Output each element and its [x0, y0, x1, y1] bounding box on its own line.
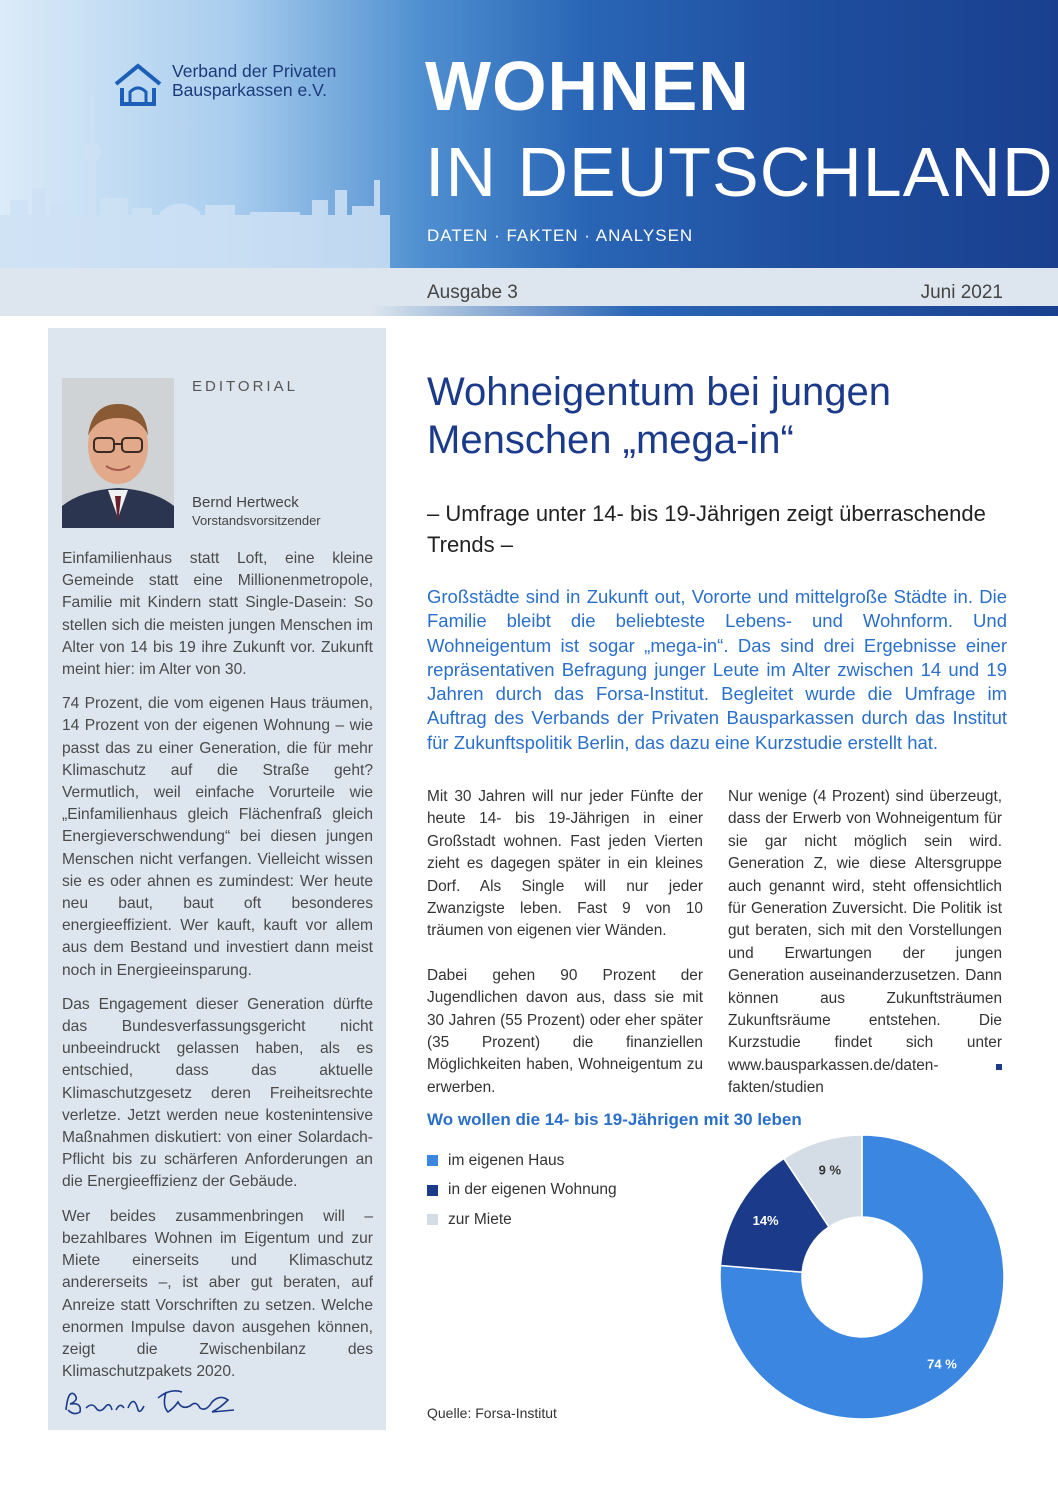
- author-name: Bernd Hertweck: [192, 494, 299, 511]
- legend-item: [427, 1205, 617, 1235]
- title-line1: WOHNEN: [425, 47, 750, 125]
- legend-item: [427, 1146, 617, 1176]
- issue-number: Ausgabe 3: [427, 282, 518, 303]
- issue-bar: [0, 268, 1058, 316]
- legend-swatch: [427, 1214, 438, 1225]
- author-role: Vorstandsvorsitzender: [192, 513, 321, 528]
- house-logo-icon: [112, 62, 164, 108]
- issue-date: Juni 2021: [920, 282, 1003, 303]
- slice-label: 14%: [752, 1212, 779, 1228]
- legend-label: zur Miete: [448, 1210, 512, 1228]
- article-end-mark: [996, 1064, 1002, 1070]
- slice-label: 74 %: [927, 1356, 957, 1372]
- title-line2: IN DEUTSCHLAND: [425, 133, 1054, 211]
- article-subhead: – Umfrage unter 14- bis 19-Jährigen zeigt überraschende Trends –: [427, 501, 986, 557]
- chart-title: Wo wollen die 14- bis 19-Jährigen mit 30 leben: [427, 1110, 802, 1129]
- masthead-subtitle: DATEN · FAKTEN · ANALYSEN: [427, 226, 694, 245]
- article-column-2: [728, 786, 1002, 1122]
- editorial-paragraph: 74 Prozent, die vom eigenen Haus träumen, 14 Prozent von der eigenen Wohnung – wie passt das zu einer Generation, die für mehr Klimaschutz auf die Straße geht? Vermutlich, weil einfache Vorurteile wie „Einfamilienhaus gleich Flächenfraß gleich Energieverschwendung“ bei diesen jungen Menschen nicht verfangen. Vielleicht wissen sie es oder ahnen es zumindest: Wer heute neu baut, baut oft besonderes energieeffizient. Wer kauft, kauft vor allem aus dem Bestand und investiert dann meist noch in Energieeinsparung.: [62, 695, 373, 979]
- legend-label: in der eigenen Wohnung: [448, 1181, 617, 1199]
- editorial-paragraph: Einfamilienhaus statt Loft, eine kleine Gemeinde statt eine Millionenmetropole, Familie mit Kindern statt Single-Dasein: So stellen sich die meisten jungen Menschen im Alter von 14 bis 19 ihre Zukunft vor. Zukunft meint hier: im Alter von 30.: [62, 550, 373, 679]
- legend-swatch: [427, 1155, 438, 1166]
- article-headline: Wohneigentum bei jungen Menschen „mega-in“: [427, 370, 892, 462]
- article-paragraph: Mit 30 Jahren will nur jeder Fünfte der heute 14- bis 19-Jährigen in einer Großstadt wohnen. Fast jeden Vierten zieht es dagegen später in ein kleines Dorf. Als Single will nur jeder Zwanzigste leben. Fast 9 von 10 träumen von eigenen vier Wänden.: [427, 788, 703, 940]
- org-logo: [112, 62, 336, 108]
- author-photo: [62, 378, 174, 528]
- editorial-label: EDITORIAL: [192, 378, 298, 395]
- editorial-text: [62, 548, 373, 1395]
- legend-item: [427, 1176, 617, 1206]
- masthead: [0, 0, 1058, 268]
- donut-chart: [718, 1133, 1006, 1421]
- chart-source: Quelle: Forsa-Institut: [427, 1405, 557, 1421]
- org-name-line1: Verband der Privaten: [172, 61, 337, 81]
- chart-legend: [427, 1146, 617, 1235]
- org-name-line2: Bausparkassen e.V.: [172, 80, 328, 100]
- article-column-1: [427, 786, 703, 1121]
- legend-label: im eigenen Haus: [448, 1151, 565, 1169]
- city-skyline-graphic: [0, 0, 390, 268]
- editorial-paragraph: Wer beides zusammenbringen will – bezahlbares Wohnen im Eigentum und zur Miete einerseits und Klimaschutz andererseits –, ist aber gut beraten, auf Anreize statt Vorschriften zu setzen. Welche enormen Impulse davon ausgehen können, zeigt die Zwischenbilanz des Klimaschutzpakets 2020.: [62, 1207, 373, 1381]
- article-paragraph: Dabei gehen 90 Prozent der Jugendlichen davon aus, dass sie mit 30 Jahren (55 Prozent) oder eher später (35 Prozent) die finanziellen Möglichkeiten haben, Wohneigentum zu erwerben.: [427, 966, 703, 1096]
- handwritten-signature: [62, 1380, 242, 1420]
- legend-swatch: [427, 1185, 438, 1196]
- slice-label: 9 %: [818, 1162, 842, 1178]
- article-lead: Großstädte sind in Zukunft out, Vororte und mittelgroße Städte in. Die Familie bleibt die beliebteste Lebens- und Wohnform. Und Wohneigentum ist sogar „mega-in“. Das sind drei Ergebnisse einer repräsentativen Befragung junger Leute im Alter zwischen 14 und 19 Jahren durch das Forsa-Institut. Begleitet wurde die Umfrage im Auftrag des Verbands der Privaten Bausparkassen durch das Institut für Zukunftspolitik Berlin, das dazu eine Kurzstudie erstellt hat.: [427, 586, 1007, 753]
- article-paragraph: Nur wenige (4 Prozent) sind überzeugt, dass der Erwerb von Wohneigentum für sie gar nicht möglich sein wird. Generation Z, wie diese Altersgruppe auch genannt wird, steht offensichtlich für Generation Zuversicht. Die Politik ist gut beraten, sich mit den Vorstellungen und Erwartungen der jungen Generation auseinanderzusetzen. Dann können aus Zukunftsträumen Zukunftsräume entstehen. Die Kurzstudie findet sich unter www.bausparkassen.de/daten-fakten/studien: [728, 788, 1002, 1097]
- editorial-paragraph: Das Engagement dieser Generation dürfte das Bundesverfassungsgericht nicht unbeeindruckt gelassen haben, als es entschied, dass das aktuelle Klimaschutzgesetz deren Freiheitsrechte verletze. Jetzt werden neue kostenintensive Maßnahmen diskutiert: von einer Solardach-Pflicht bis zu schärferen Anforderungen an die Energieeffizienz der Gebäude.: [62, 995, 373, 1191]
